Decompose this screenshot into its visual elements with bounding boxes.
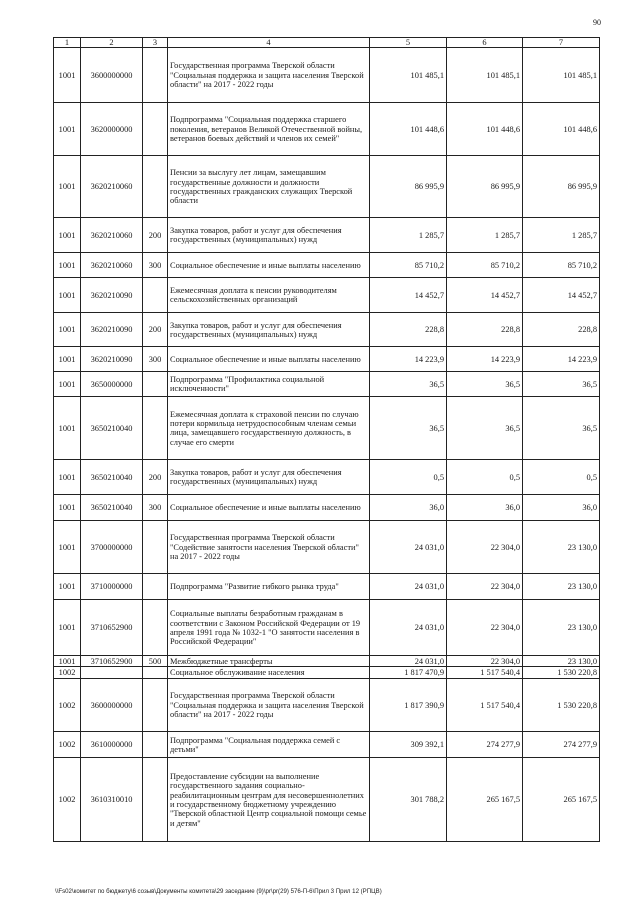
section-cell: 1001: [54, 253, 81, 278]
column-header: 3: [143, 38, 168, 48]
amount-year1-cell: 24 031,0: [370, 521, 447, 574]
expense-type-cell: [143, 732, 168, 758]
expense-type-cell: 200: [143, 218, 168, 253]
amount-year2-cell: 22 304,0: [447, 600, 523, 656]
code-cell: 3650000000: [81, 372, 143, 397]
name-cell: Межбюджетные трансферты: [168, 656, 370, 667]
amount-year3-cell: 274 277,9: [523, 732, 600, 758]
amount-year1-cell: 1 817 470,9: [370, 667, 447, 679]
expense-type-cell: [143, 758, 168, 842]
table-row: [54, 397, 600, 460]
amount-year1-cell: 228,8: [370, 313, 447, 347]
column-header: 4: [168, 38, 370, 48]
amount-year2-cell: 1 517 540,4: [447, 679, 523, 732]
amount-year3-cell: 228,8: [523, 313, 600, 347]
section-cell: 1001: [54, 521, 81, 574]
expense-type-cell: [143, 521, 168, 574]
amount-year2-cell: 22 304,0: [447, 656, 523, 667]
amount-year2-cell: 101 448,6: [447, 103, 523, 156]
table-row: [54, 313, 600, 347]
expense-type-cell: [143, 397, 168, 460]
code-cell: 3620210060: [81, 218, 143, 253]
table-row: [54, 278, 600, 313]
amount-year2-cell: 22 304,0: [447, 574, 523, 600]
expense-type-cell: [143, 156, 168, 218]
amount-year3-cell: 23 130,0: [523, 574, 600, 600]
amount-year2-cell: 86 995,9: [447, 156, 523, 218]
amount-year2-cell: 85 710,2: [447, 253, 523, 278]
amount-year2-cell: 1 517 540,4: [447, 667, 523, 679]
table-row: [54, 758, 600, 842]
amount-year3-cell: 23 130,0: [523, 656, 600, 667]
page-number: 90: [593, 18, 601, 27]
section-cell: 1001: [54, 218, 81, 253]
name-cell: Закупка товаров, работ и услуг для обеспечения государственных (муниципальных) нужд: [168, 218, 370, 253]
amount-year1-cell: 1 285,7: [370, 218, 447, 253]
section-cell: 1002: [54, 732, 81, 758]
amount-year3-cell: 36,0: [523, 495, 600, 521]
footer-file-path: \\Fs02\комитет по бюджету\6 созыв\Документы комитета\29 заседание (9)\pr\pr(29) 576-П-6\Прил 3 Прил 12 (РПЦВ): [55, 888, 382, 895]
section-cell: 1001: [54, 278, 81, 313]
table-row: [54, 48, 600, 103]
amount-year1-cell: 101 448,6: [370, 103, 447, 156]
amount-year2-cell: 0,5: [447, 460, 523, 495]
code-cell: 3620210060: [81, 253, 143, 278]
amount-year1-cell: 24 031,0: [370, 600, 447, 656]
name-cell: Социальное обеспечение и иные выплаты населению: [168, 347, 370, 372]
expense-type-cell: 300: [143, 347, 168, 372]
amount-year3-cell: 36,5: [523, 397, 600, 460]
amount-year1-cell: 36,5: [370, 397, 447, 460]
code-cell: 3650210040: [81, 460, 143, 495]
amount-year1-cell: 36,5: [370, 372, 447, 397]
table-row: [54, 460, 600, 495]
column-header: 7: [523, 38, 600, 48]
expense-type-cell: [143, 600, 168, 656]
name-cell: Ежемесячная доплата к пенсии руководителям сельскохозяйственных организаций: [168, 278, 370, 313]
table-row: [54, 156, 600, 218]
amount-year3-cell: 14 452,7: [523, 278, 600, 313]
code-cell: 3610000000: [81, 732, 143, 758]
amount-year3-cell: 0,5: [523, 460, 600, 495]
expense-type-cell: 500: [143, 656, 168, 667]
amount-year2-cell: 36,5: [447, 397, 523, 460]
name-cell: Социальное обслуживание населения: [168, 667, 370, 679]
amount-year3-cell: 101 485,1: [523, 48, 600, 103]
section-cell: 1001: [54, 48, 81, 103]
amount-year3-cell: 265 167,5: [523, 758, 600, 842]
code-cell: 3620210090: [81, 313, 143, 347]
amount-year2-cell: 101 485,1: [447, 48, 523, 103]
amount-year1-cell: 0,5: [370, 460, 447, 495]
expense-type-cell: [143, 667, 168, 679]
code-cell: 3620000000: [81, 103, 143, 156]
name-cell: Государственная программа Тверской области "Содействие занятости населения Тверской области" на 2017 - 2022 годы: [168, 521, 370, 574]
name-cell: Социальное обеспечение и иные выплаты населению: [168, 253, 370, 278]
expense-type-cell: [143, 48, 168, 103]
table-row: [54, 679, 600, 732]
section-cell: 1001: [54, 156, 81, 218]
amount-year3-cell: 101 448,6: [523, 103, 600, 156]
name-cell: Ежемесячная доплата к страховой пенсии по случаю потери кормильца нетрудоспособным членам семьи лица, замещавшего государственную должность, в случае его смерти: [168, 397, 370, 460]
code-cell: 3620210090: [81, 278, 143, 313]
amount-year1-cell: 24 031,0: [370, 656, 447, 667]
code-cell: 3710652900: [81, 656, 143, 667]
code-cell: 3650210040: [81, 495, 143, 521]
section-cell: 1001: [54, 600, 81, 656]
code-cell: 3710652900: [81, 600, 143, 656]
amount-year1-cell: 1 817 390,9: [370, 679, 447, 732]
section-cell: 1001: [54, 103, 81, 156]
section-cell: 1001: [54, 574, 81, 600]
name-cell: Закупка товаров, работ и услуг для обеспечения государственных (муниципальных) нужд: [168, 313, 370, 347]
name-cell: Государственная программа Тверской области "Социальная поддержка и защита населения Тверской области" на 2017 - 2022 годы: [168, 679, 370, 732]
amount-year2-cell: 22 304,0: [447, 521, 523, 574]
amount-year1-cell: 36,0: [370, 495, 447, 521]
amount-year1-cell: 85 710,2: [370, 253, 447, 278]
expense-type-cell: [143, 372, 168, 397]
name-cell: Пенсии за выслугу лет лицам, замещавшим государственные должности и должности государственных гражданских служащих Тверской области: [168, 156, 370, 218]
section-cell: 1002: [54, 667, 81, 679]
amount-year2-cell: 1 285,7: [447, 218, 523, 253]
name-cell: Государственная программа Тверской области "Социальная поддержка и защита населения Тверской области" на 2017 - 2022 годы: [168, 48, 370, 103]
name-cell: Подпрограмма "Профилактика социальной исключенности": [168, 372, 370, 397]
name-cell: Социальное обеспечение и иные выплаты населению: [168, 495, 370, 521]
table-header-row: [54, 38, 600, 48]
section-cell: 1001: [54, 656, 81, 667]
expense-type-cell: [143, 574, 168, 600]
column-header: 6: [447, 38, 523, 48]
code-cell: 3610310010: [81, 758, 143, 842]
amount-year1-cell: 14 452,7: [370, 278, 447, 313]
code-cell: 3600000000: [81, 48, 143, 103]
amount-year2-cell: 14 223,9: [447, 347, 523, 372]
column-header: 1: [54, 38, 81, 48]
code-cell: 3700000000: [81, 521, 143, 574]
amount-year3-cell: 36,5: [523, 372, 600, 397]
code-cell: [81, 667, 143, 679]
amount-year1-cell: 86 995,9: [370, 156, 447, 218]
amount-year1-cell: 301 788,2: [370, 758, 447, 842]
name-cell: Подпрограмма "Развитие гибкого рынка труда": [168, 574, 370, 600]
table-row: [54, 495, 600, 521]
expense-type-cell: 300: [143, 253, 168, 278]
amount-year2-cell: 265 167,5: [447, 758, 523, 842]
table-row: [54, 600, 600, 656]
table-row: [54, 347, 600, 372]
amount-year3-cell: 1 285,7: [523, 218, 600, 253]
section-cell: 1001: [54, 397, 81, 460]
expense-type-cell: 300: [143, 495, 168, 521]
code-cell: 3650210040: [81, 397, 143, 460]
amount-year3-cell: 23 130,0: [523, 521, 600, 574]
amount-year3-cell: 1 530 220,8: [523, 679, 600, 732]
expense-type-cell: 200: [143, 313, 168, 347]
amount-year2-cell: 274 277,9: [447, 732, 523, 758]
code-cell: 3600000000: [81, 679, 143, 732]
amount-year3-cell: 14 223,9: [523, 347, 600, 372]
amount-year3-cell: 23 130,0: [523, 600, 600, 656]
table-row: [54, 253, 600, 278]
section-cell: 1001: [54, 313, 81, 347]
name-cell: Подпрограмма "Социальная поддержка старшего поколения, ветеранов Великой Отечественной войны, ветеранов боевых действий и членов их семей": [168, 103, 370, 156]
table-row: [54, 521, 600, 574]
table-row: [54, 103, 600, 156]
section-cell: 1001: [54, 372, 81, 397]
expense-type-cell: 200: [143, 460, 168, 495]
name-cell: Подпрограмма "Социальная поддержка семей с детьми": [168, 732, 370, 758]
table-row: [54, 372, 600, 397]
code-cell: 3710000000: [81, 574, 143, 600]
amount-year2-cell: 36,5: [447, 372, 523, 397]
amount-year3-cell: 85 710,2: [523, 253, 600, 278]
expense-type-cell: [143, 103, 168, 156]
amount-year2-cell: 14 452,7: [447, 278, 523, 313]
amount-year1-cell: 14 223,9: [370, 347, 447, 372]
table-row: [54, 574, 600, 600]
expense-type-cell: [143, 278, 168, 313]
expense-type-cell: [143, 679, 168, 732]
table-row: [54, 732, 600, 758]
amount-year2-cell: 36,0: [447, 495, 523, 521]
code-cell: 3620210090: [81, 347, 143, 372]
amount-year3-cell: 1 530 220,8: [523, 667, 600, 679]
column-header: 2: [81, 38, 143, 48]
section-cell: 1001: [54, 460, 81, 495]
amount-year3-cell: 86 995,9: [523, 156, 600, 218]
amount-year1-cell: 24 031,0: [370, 574, 447, 600]
section-cell: 1001: [54, 347, 81, 372]
table-row: [54, 667, 600, 679]
name-cell: Предоставление субсидии на выполнение государственного задания социально-реабилитационным центрам для несовершеннолетних и государственному бюджетному учреждению "Тверской областной Центр социальной помощи семье и детям": [168, 758, 370, 842]
table-row: [54, 656, 600, 667]
amount-year2-cell: 228,8: [447, 313, 523, 347]
amount-year1-cell: 101 485,1: [370, 48, 447, 103]
section-cell: 1001: [54, 495, 81, 521]
name-cell: Социальные выплаты безработным гражданам в соответствии с Законом Российской Федерации от 19 апреля 1991 года № 1032-1 "О занятости населения в Российской Федерации": [168, 600, 370, 656]
section-cell: 1002: [54, 679, 81, 732]
section-cell: 1002: [54, 758, 81, 842]
name-cell: Закупка товаров, работ и услуг для обеспечения государственных (муниципальных) нужд: [168, 460, 370, 495]
code-cell: 3620210060: [81, 156, 143, 218]
table-row: [54, 218, 600, 253]
column-header: 5: [370, 38, 447, 48]
amount-year1-cell: 309 392,1: [370, 732, 447, 758]
budget-table: [53, 37, 600, 842]
